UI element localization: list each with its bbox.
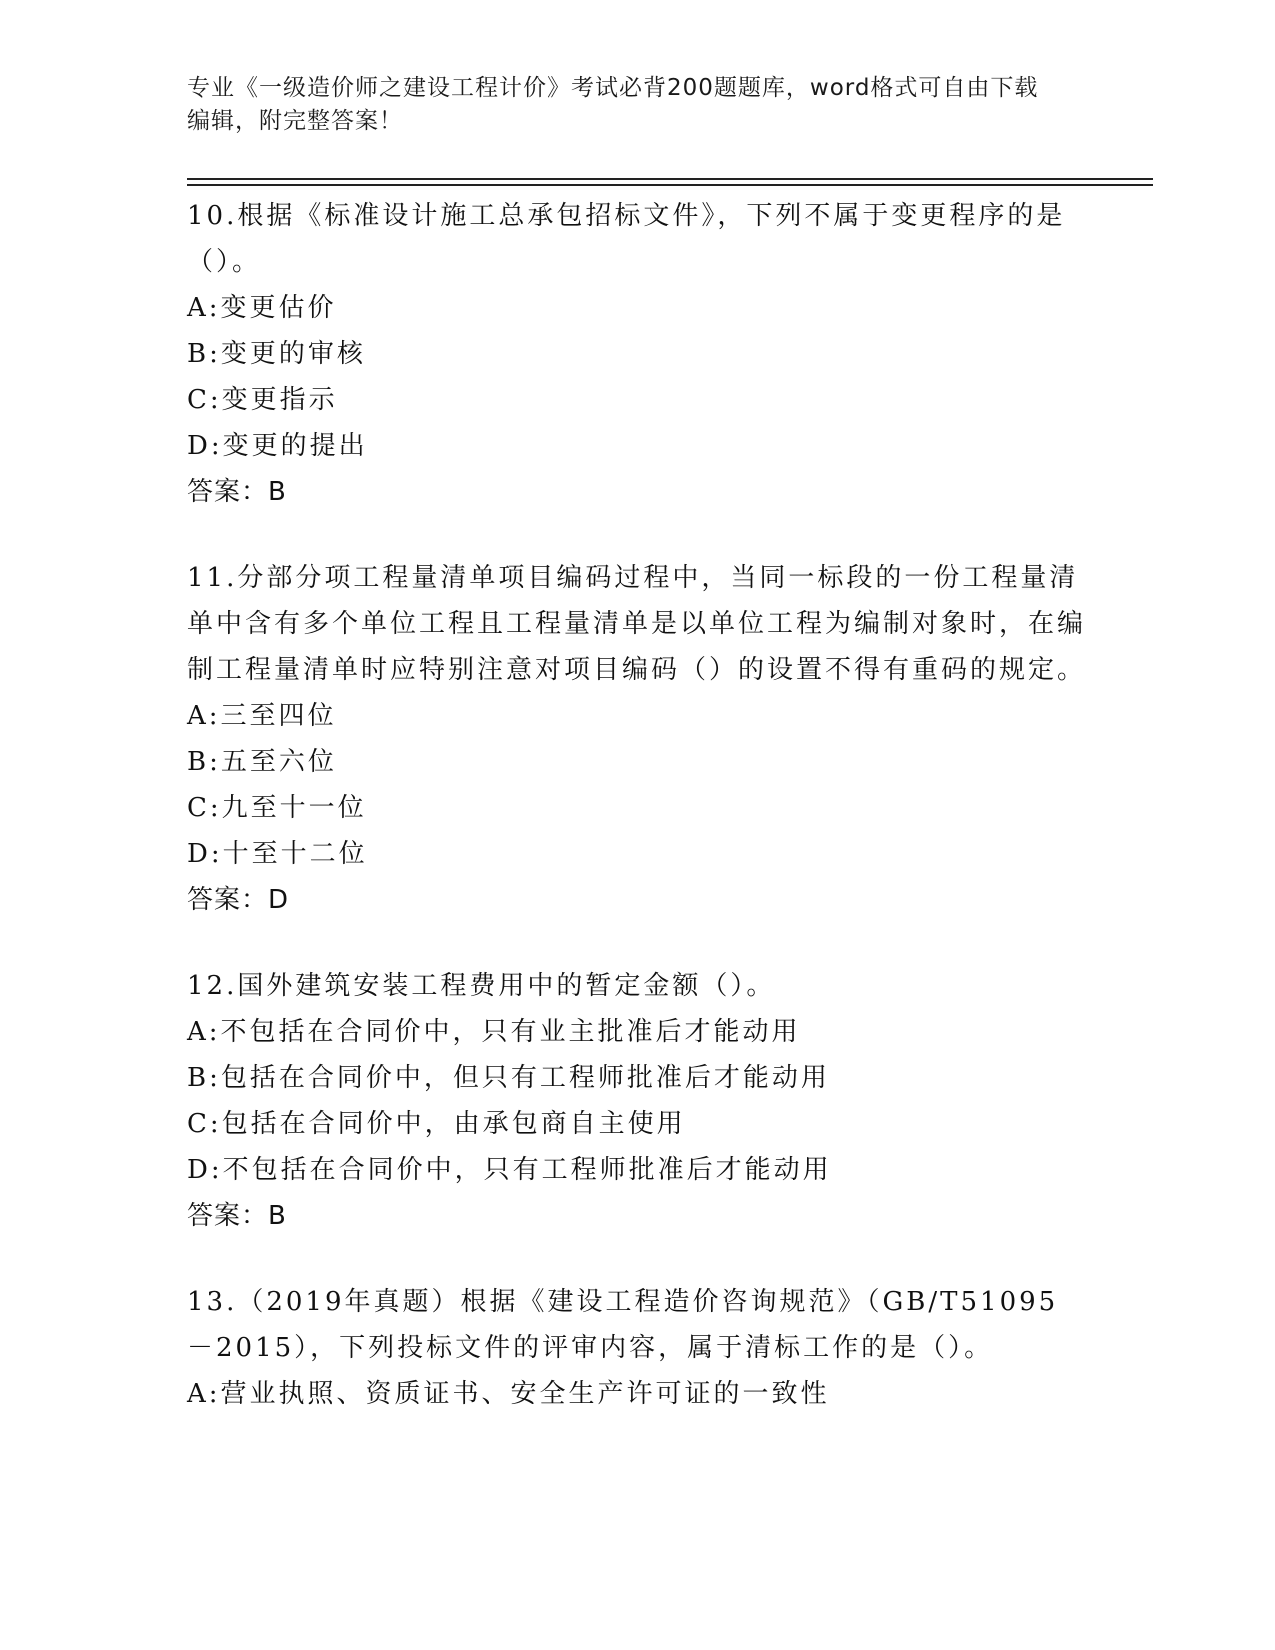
question-text: 12.国外建筑安装工程费用中的暂定金额（）。 [187,971,776,1001]
question-12 [187,963,1087,1239]
question-text: 13.（2019年真题）根据《建设工程造价咨询规范》（GB/T51095－2015），下列投标文件的评审内容，属于清标工作的是（）。 [187,1287,1059,1363]
option-d: D:不包括在合同价中，只有工程师批准后才能动用 [187,1155,832,1185]
option-d: D:十至十二位 [187,839,368,869]
option-d: D:变更的提出 [187,431,368,461]
header-divider-bottom [187,184,1153,186]
header-line-2: 编辑，附完整答案！ [187,108,403,134]
option-a: A:营业执照、资质证书、安全生产许可证的一致性 [187,1379,830,1409]
option-b: B:五至六位 [187,747,337,777]
option-c: C:包括在合同价中，由承包商自主使用 [187,1109,686,1139]
answer-label: 答案：B [187,477,287,507]
option-a: A:不包括在合同价中，只有业主批准后才能动用 [187,1017,801,1047]
answer-label: 答案：D [187,885,290,915]
option-c: C:九至十一位 [187,793,367,823]
option-b: B:变更的审核 [187,339,366,369]
option-a: A:三至四位 [187,701,337,731]
question-11 [187,555,1087,923]
option-a: A:变更估价 [187,293,337,323]
header-line-1: 专业《一级造价师之建设工程计价》考试必背200题题库，word格式可自由下载 [187,75,1039,101]
document-header [187,72,1067,138]
question-list [187,193,1087,1457]
answer-label: 答案：B [187,1201,287,1231]
question-text: 11.分部分项工程量清单项目编码过程中，当同一标段的一份工程量清单中含有多个单位工程且工程量清单是以单位工程为编制对象时，在编制工程量清单时应特别注意对项目编码（）的设置不得有重码的规定。 [187,563,1087,685]
header-divider-top [187,178,1153,180]
question-13 [187,1279,1087,1417]
question-text: 10.根据《标准设计施工总承包招标文件》，下列不属于变更程序的是（）。 [187,201,1066,277]
option-c: C:变更指示 [187,385,338,415]
option-b: B:包括在合同价中，但只有工程师批准后才能动用 [187,1063,830,1093]
question-10 [187,193,1087,515]
